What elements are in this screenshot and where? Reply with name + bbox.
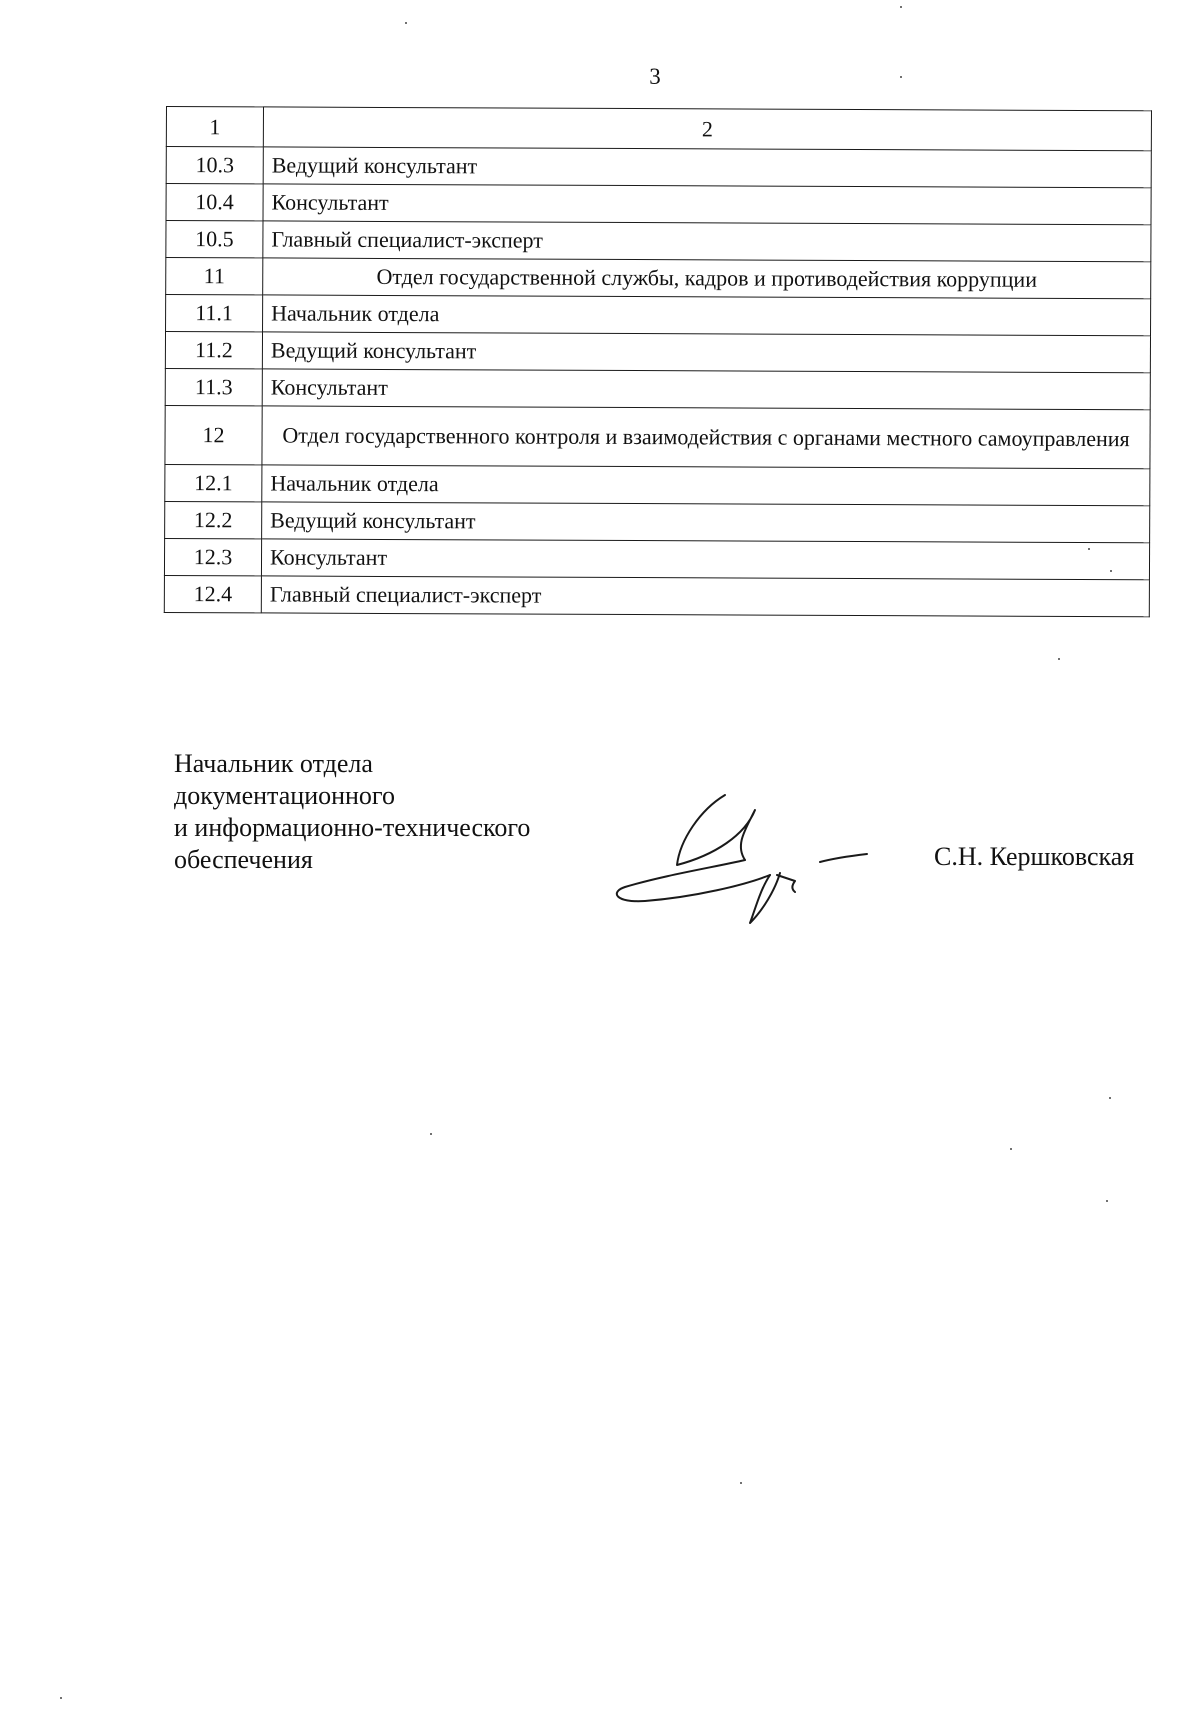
scan-speck [1109, 1097, 1111, 1099]
row-position-title: Главный специалист-эксперт [263, 221, 1151, 262]
scan-speck [740, 1482, 742, 1484]
row-position-title: Главный специалист-эксперт [261, 576, 1149, 617]
scan-speck [900, 76, 902, 78]
table-row [166, 184, 1151, 225]
row-position-title: Ведущий консультант [262, 332, 1150, 373]
column-header-number: 1 [166, 107, 263, 147]
table-row [165, 368, 1150, 409]
row-number: 11.2 [165, 332, 262, 369]
row-number: 11.3 [165, 368, 262, 405]
column-header-title: 2 [263, 107, 1151, 151]
row-number: 10.5 [166, 221, 263, 258]
signer-position-line: документационного [174, 781, 395, 810]
row-position-title: Ведущий консультант [262, 502, 1150, 543]
table-row [166, 295, 1151, 336]
scan-speck [405, 22, 407, 24]
section-title: Отдел государственной службы, кадров и противодействия коррупции [263, 258, 1151, 299]
row-position-title: Консультант [261, 539, 1149, 580]
table-row [165, 332, 1150, 373]
section-title: Отдел государственного контроля и взаимодействия с органами местного самоуправления [262, 406, 1150, 469]
row-number: 12.4 [164, 575, 261, 612]
signer-position-line: и информационно-технического [174, 813, 531, 842]
section-row [165, 405, 1150, 468]
positions-table [164, 106, 1152, 617]
row-number: 10.3 [166, 147, 263, 184]
scan-speck [1106, 1200, 1108, 1202]
table-row [165, 464, 1150, 505]
row-position-title: Ведущий консультант [263, 147, 1151, 188]
scan-speck [1110, 570, 1112, 572]
row-number: 12.3 [164, 538, 261, 575]
scan-speck [60, 1697, 62, 1699]
row-position-title: Начальник отдела [262, 465, 1150, 506]
scan-speck [1088, 548, 1090, 550]
section-row [166, 258, 1151, 299]
signer-position-line: обеспечения [174, 845, 313, 874]
table-row [166, 147, 1151, 188]
handwritten-signature [605, 775, 880, 935]
row-number: 11.1 [166, 295, 263, 332]
section-number: 12 [165, 405, 262, 464]
row-position-title: Консультант [262, 369, 1150, 410]
scan-speck [1010, 1148, 1012, 1150]
row-number: 12.1 [165, 464, 262, 501]
section-number: 11 [166, 258, 263, 295]
page-number: 3 [649, 64, 661, 89]
row-number: 10.4 [166, 184, 263, 221]
scan-speck [900, 6, 902, 8]
signer-name: С.Н. Кершковская [934, 842, 1135, 871]
row-number: 12.2 [165, 501, 262, 538]
table-row [165, 501, 1150, 542]
scan-speck [430, 1133, 432, 1135]
signer-position-line: Начальник отдела [174, 749, 373, 778]
table-row [164, 575, 1149, 616]
signer-position [174, 748, 530, 876]
table-header-row [166, 107, 1151, 151]
table-row [166, 221, 1151, 262]
row-position-title: Консультант [263, 184, 1151, 225]
scan-speck [1058, 658, 1060, 660]
table-row [164, 538, 1149, 579]
row-position-title: Начальник отдела [263, 295, 1151, 336]
